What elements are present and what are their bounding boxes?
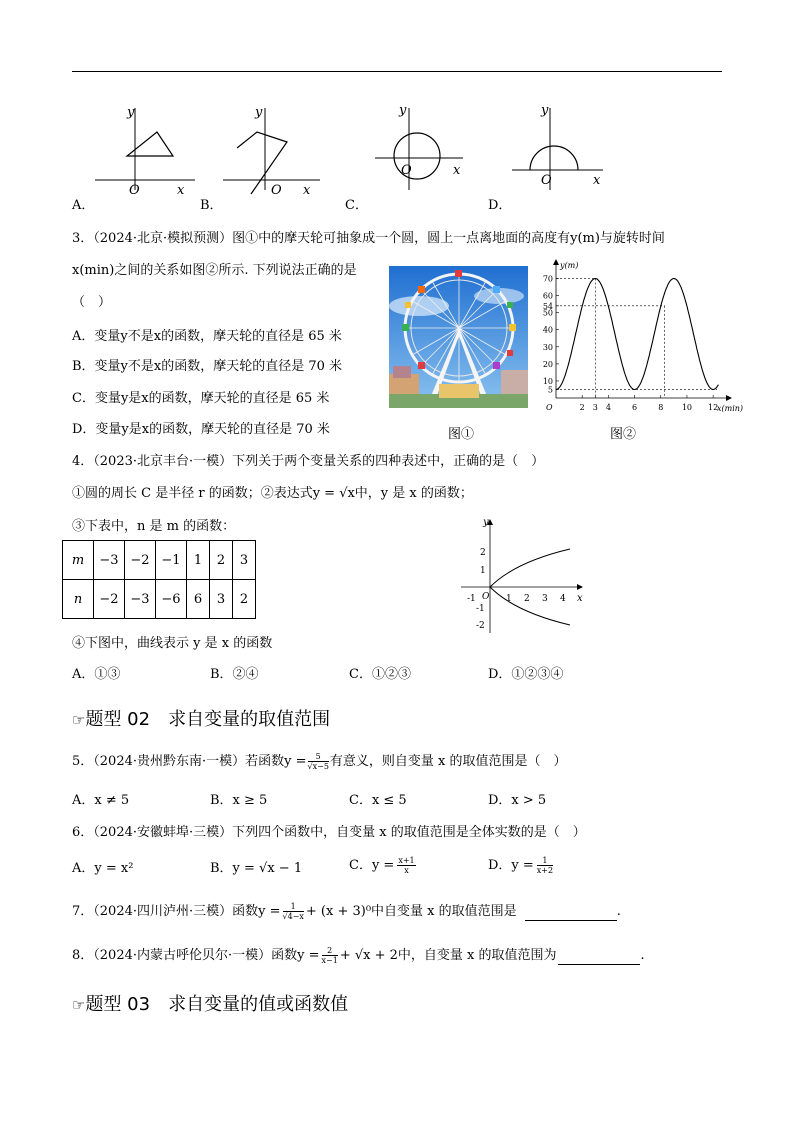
- y-tick-label: 5: [547, 385, 553, 395]
- q5-option-c[interactable]: C．x ≤ 5: [349, 793, 407, 808]
- q2-option-graphs: [95, 98, 695, 196]
- svg-text:y: y: [255, 105, 263, 120]
- q7-stem: [72, 902, 621, 921]
- q5-option-b[interactable]: B．x ≥ 5: [210, 793, 268, 808]
- table-cell: 2: [210, 541, 233, 580]
- table-cell: m: [63, 541, 94, 580]
- q8-end: .: [640, 948, 645, 963]
- q5-fraction: [308, 752, 329, 771]
- svg-text:1: 1: [480, 566, 486, 576]
- q6-option-c[interactable]: [349, 856, 416, 875]
- y-axis-label: y(m): [560, 261, 579, 270]
- svg-text:x: x: [177, 183, 185, 196]
- table-row: [63, 541, 256, 580]
- section-3-heading: [72, 990, 348, 1016]
- q2-option-d[interactable]: D．: [488, 198, 512, 213]
- q6-option-b[interactable]: B．y = √x − 1: [210, 861, 303, 876]
- table-cell: 1: [187, 541, 210, 580]
- svg-text:y: y: [399, 103, 407, 118]
- svg-text:y: y: [127, 105, 135, 120]
- q8-stem-mid: + √x + 2中，自变量 x 的取值范围为: [339, 948, 557, 963]
- svg-text:x: x: [453, 163, 461, 178]
- q7-answer-blank[interactable]: [525, 920, 617, 921]
- y-tick-label: 30: [542, 342, 553, 352]
- x-tick-label: 6: [632, 403, 638, 412]
- svg-text:y: y: [541, 103, 549, 118]
- y-tick-label: 70: [542, 274, 553, 284]
- table-cell: −1: [156, 541, 187, 580]
- q6-option-d-fraction: [537, 856, 553, 875]
- option-c-graph: [375, 103, 463, 190]
- option-a-graph: [95, 105, 195, 196]
- section-3-title: 题型 03 求自变量的值或函数值: [85, 994, 349, 1015]
- svg-text:x: x: [303, 183, 311, 196]
- x-axis-arrow: [726, 395, 732, 401]
- x-tick-label: 2: [579, 403, 585, 412]
- q5-stem: [72, 752, 567, 771]
- q7-frac-num: 1: [283, 902, 304, 912]
- q5-stem-post: 有意义，则自变量 x 的取值范围是（ ）: [329, 754, 567, 769]
- svg-text:x: x: [593, 173, 601, 188]
- origin-label: O: [546, 403, 553, 412]
- q3-answer-paren: （ ）: [72, 295, 112, 310]
- table-cell: −2: [125, 541, 156, 580]
- x-tick-label: 10: [681, 403, 693, 412]
- x-tick-label: 8: [658, 403, 664, 412]
- table-cell: n: [63, 580, 94, 619]
- q7-stem-mid: + (x + 3)⁰中自变量 x 的取值范围是: [305, 904, 517, 919]
- q8-stem: [72, 946, 645, 965]
- table-cell: −2: [94, 580, 125, 619]
- q4-option-c[interactable]: C．①②③: [349, 667, 411, 682]
- height-time-chart: [536, 256, 746, 418]
- q2-option-a[interactable]: A．: [72, 198, 95, 213]
- q7-end: .: [616, 904, 621, 919]
- q4-stem-line3: ③下表中，n 是 m 的函数：: [72, 519, 236, 534]
- y-tick-label: 60: [542, 291, 553, 301]
- svg-text:3: 3: [542, 594, 548, 604]
- q4-stem-line4: ④下图中，曲线表示 y 是 x 的函数: [72, 636, 273, 651]
- q5-frac-num: 5: [308, 752, 329, 762]
- x-axis-label: x(min): [717, 404, 744, 413]
- q8-fraction: [322, 946, 338, 965]
- series-line-height: [556, 279, 718, 390]
- q5-option-d[interactable]: D．x > 5: [488, 793, 547, 808]
- svg-text:2: 2: [480, 548, 486, 558]
- section-2-heading: [72, 705, 330, 731]
- table-cell: −3: [125, 580, 156, 619]
- q6-c-num: x+1: [398, 856, 415, 865]
- q3-stem-line1: 3．（2024·北京·模拟预测）图①中的摩天轮可抽象成一个圆，圆上一点离地面的高度有y(m)与旋转时间: [72, 231, 665, 246]
- q6-option-a[interactable]: A．y = x²: [72, 861, 134, 876]
- q6-option-d[interactable]: [488, 856, 553, 875]
- q6-option-d-pre: D．y =: [488, 858, 534, 873]
- q6-option-c-pre: C．y =: [349, 858, 395, 873]
- svg-text:y: y: [483, 517, 489, 528]
- q5-option-a[interactable]: A．x ≠ 5: [72, 793, 130, 808]
- pointing-hand-icon: ☞: [72, 996, 86, 1014]
- x-tick-label: 4: [605, 403, 611, 412]
- svg-text:x: x: [577, 593, 583, 604]
- pointing-hand-icon: ☞: [72, 711, 86, 729]
- q3-option-b[interactable]: B．变量y不是x的函数，摩天轮的直径是 70 米: [72, 359, 343, 374]
- q4-option-d[interactable]: D．①②③④: [488, 667, 564, 682]
- table-row: [63, 580, 256, 619]
- svg-text:O: O: [271, 183, 282, 196]
- q8-frac-den: x−1: [321, 956, 338, 965]
- ferris-wheel-photo: [389, 266, 528, 408]
- y-tick-label: 10: [542, 376, 553, 386]
- y-tick-label: 40: [542, 325, 553, 335]
- svg-text:O: O: [401, 163, 412, 178]
- q7-frac-den: √4−x: [282, 912, 304, 921]
- svg-text:2: 2: [524, 594, 530, 604]
- q4-table: [62, 540, 256, 619]
- q6-stem: 6．（2024·安徽蚌埠·三模）下列四个函数中，自变量 x 的取值范围是全体实数的是（ ）: [72, 825, 586, 840]
- y-tick-label: 54: [542, 301, 553, 311]
- table-cell: 3: [233, 541, 256, 580]
- table-cell: 3: [210, 580, 233, 619]
- q2-option-c[interactable]: C．: [345, 198, 368, 213]
- q3-option-d[interactable]: D．变量y是x的函数，摩天轮的直径是 70 米: [72, 422, 330, 437]
- table-cell: 6: [187, 580, 210, 619]
- y-axis-arrow: [553, 259, 559, 265]
- svg-text:O: O: [129, 183, 140, 196]
- section-2-title: 题型 02 求自变量的取值范围: [85, 709, 331, 730]
- fig2-caption: 图②: [610, 427, 637, 442]
- q3-stem-line2: x(min)之间的关系如图②所示. 下列说法正确的是: [72, 263, 357, 278]
- q3-option-a[interactable]: A．变量y不是x的函数，摩天轮的直径是 65 米: [72, 329, 342, 344]
- q6-d-den: x+2: [536, 866, 554, 875]
- q2-option-b[interactable]: B．: [200, 198, 223, 213]
- q7-fraction: [283, 902, 304, 921]
- y-tick-label: 50: [542, 308, 553, 318]
- q8-frac-num: 2: [322, 946, 338, 956]
- table-cell: −6: [156, 580, 187, 619]
- y-tick-label: 20: [542, 359, 553, 369]
- header-rule: [72, 71, 722, 72]
- q4-option-a[interactable]: A．①③: [72, 667, 121, 682]
- q5-frac-den: √x−5: [307, 762, 329, 771]
- q6-option-c-fraction: [397, 856, 415, 875]
- q8-stem-pre: 8．（2024·内蒙古呼伦贝尔·一模）函数y =: [72, 948, 320, 963]
- q3-option-c[interactable]: C．变量y是x的函数，摩天轮的直径是 65 米: [72, 391, 330, 406]
- q4-stem-line1: 4．（2023·北京丰台·一模）下列关于两个变量关系的四种表述中，正确的是（ ）: [72, 454, 545, 469]
- table-cell: −3: [94, 541, 125, 580]
- q5-stem-pre: 5．（2024·贵州黔东南·一模）若函数y =: [72, 754, 307, 769]
- svg-text:1: 1: [506, 594, 512, 604]
- svg-text:4: 4: [560, 594, 566, 604]
- q6-c-den: x: [404, 866, 409, 875]
- q4-stem-line2: ①圆的周长 C 是半径 r 的函数；②表达式y = √x中，y 是 x 的函数；: [72, 486, 473, 501]
- svg-text:-2: -2: [476, 621, 485, 631]
- x-tick-label: 12: [708, 403, 719, 412]
- option-d-graph: [512, 103, 603, 190]
- q4-parabola-graph: [455, 515, 595, 635]
- fig1-caption: 图①: [448, 427, 475, 442]
- x-tick-label: 3: [592, 403, 598, 412]
- svg-text:-1: -1: [476, 604, 485, 614]
- svg-text:-1: -1: [467, 594, 476, 604]
- q6-d-num: 1: [537, 856, 553, 866]
- svg-text:O: O: [541, 173, 552, 188]
- option-b-graph: [223, 105, 320, 196]
- svg-text:O: O: [482, 592, 490, 602]
- q8-answer-blank[interactable]: [558, 964, 640, 965]
- table-cell: 2: [233, 580, 256, 619]
- q4-option-b[interactable]: B．②④: [210, 667, 259, 682]
- q7-stem-pre: 7．（2024·四川泸州·三模）函数y =: [72, 904, 281, 919]
